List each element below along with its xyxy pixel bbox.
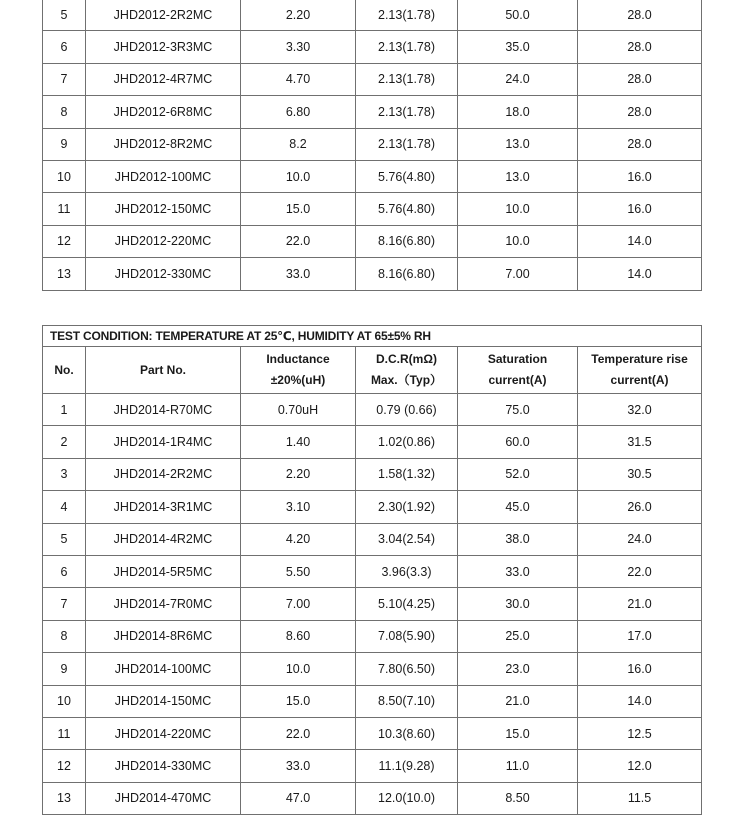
header-temperature-line2: current(A) (610, 373, 669, 387)
dcr-cell: 5.10(4.25) (356, 588, 458, 620)
part-no-cell: JHD2014-220MC (86, 717, 241, 749)
temp-rise-cell: 14.0 (578, 258, 702, 290)
no-cell: 13 (43, 258, 86, 290)
saturation-cell: 30.0 (458, 588, 578, 620)
dcr-cell: 8.50(7.10) (356, 685, 458, 717)
temp-rise-cell: 12.5 (578, 717, 702, 749)
inductance-cell: 3.30 (241, 31, 356, 63)
inductance-cell: 6.80 (241, 96, 356, 128)
table-row (43, 620, 702, 652)
table-row (43, 426, 702, 458)
no-cell: 5 (43, 0, 86, 31)
dcr-cell: 2.13(1.78) (356, 0, 458, 31)
dcr-cell: 7.08(5.90) (356, 620, 458, 652)
no-cell: 6 (43, 555, 86, 587)
saturation-cell: 52.0 (458, 458, 578, 490)
table-row (43, 491, 702, 523)
saturation-cell: 75.0 (458, 394, 578, 426)
temp-rise-cell: 28.0 (578, 31, 702, 63)
temp-rise-cell: 14.0 (578, 225, 702, 257)
table-row (43, 160, 702, 192)
part-no-cell: JHD2014-4R2MC (86, 523, 241, 555)
dcr-cell: 0.79 (0.66) (356, 394, 458, 426)
saturation-cell: 25.0 (458, 620, 578, 652)
no-cell: 12 (43, 225, 86, 257)
saturation-cell: 50.0 (458, 0, 578, 31)
part-no-cell: JHD2012-4R7MC (86, 63, 241, 95)
no-cell: 13 (43, 782, 86, 814)
saturation-cell: 33.0 (458, 555, 578, 587)
saturation-cell: 15.0 (458, 717, 578, 749)
temp-rise-cell: 16.0 (578, 653, 702, 685)
part-no-cell: JHD2014-470MC (86, 782, 241, 814)
temp-rise-cell: 16.0 (578, 160, 702, 192)
inductance-cell: 4.70 (241, 63, 356, 95)
part-no-cell: JHD2012-330MC (86, 258, 241, 290)
no-cell: 9 (43, 128, 86, 160)
saturation-cell: 35.0 (458, 31, 578, 63)
table-row (43, 0, 702, 31)
temp-rise-cell: 30.5 (578, 458, 702, 490)
saturation-cell: 60.0 (458, 426, 578, 458)
header-saturation (458, 347, 578, 394)
part-no-cell: JHD2012-150MC (86, 193, 241, 225)
header-inductance-line1: Inductance (266, 352, 330, 366)
saturation-cell: 8.50 (458, 782, 578, 814)
header-saturation-line2: current(A) (488, 373, 547, 387)
dcr-cell: 11.1(9.28) (356, 750, 458, 782)
dcr-cell: 1.02(0.86) (356, 426, 458, 458)
no-cell: 2 (43, 426, 86, 458)
inductance-cell: 47.0 (241, 782, 356, 814)
dcr-cell: 8.16(6.80) (356, 258, 458, 290)
temp-rise-cell: 28.0 (578, 128, 702, 160)
no-cell: 7 (43, 63, 86, 95)
header-part-no: Part No. (86, 347, 241, 394)
part-no-cell: JHD2014-100MC (86, 653, 241, 685)
header-dcr-line2: Max.（Typ） (370, 373, 443, 387)
dcr-cell: 10.3(8.60) (356, 717, 458, 749)
saturation-cell: 7.00 (458, 258, 578, 290)
table-row (43, 588, 702, 620)
inductance-cell: 33.0 (241, 750, 356, 782)
part-no-cell: JHD2012-220MC (86, 225, 241, 257)
part-no-cell: JHD2014-8R6MC (86, 620, 241, 652)
temp-rise-cell: 17.0 (578, 620, 702, 652)
temp-rise-cell: 22.0 (578, 555, 702, 587)
saturation-cell: 11.0 (458, 750, 578, 782)
temp-rise-cell: 14.0 (578, 685, 702, 717)
no-cell: 4 (43, 491, 86, 523)
table-row (43, 685, 702, 717)
inductance-cell: 15.0 (241, 685, 356, 717)
inductance-cell: 4.20 (241, 523, 356, 555)
part-no-cell: JHD2014-7R0MC (86, 588, 241, 620)
inductance-cell: 22.0 (241, 717, 356, 749)
inductance-cell: 7.00 (241, 588, 356, 620)
part-no-cell: JHD2014-5R5MC (86, 555, 241, 587)
spec-table-jhd2012-body (43, 0, 702, 290)
header-temperature-rise (578, 347, 702, 394)
table-row (43, 555, 702, 587)
temp-rise-cell: 12.0 (578, 750, 702, 782)
inductance-cell: 2.20 (241, 458, 356, 490)
saturation-cell: 13.0 (458, 128, 578, 160)
saturation-cell: 10.0 (458, 225, 578, 257)
part-no-cell: JHD2014-R70MC (86, 394, 241, 426)
inductance-cell: 5.50 (241, 555, 356, 587)
saturation-cell: 13.0 (458, 160, 578, 192)
dcr-cell: 8.16(6.80) (356, 225, 458, 257)
inductance-cell: 33.0 (241, 258, 356, 290)
temp-rise-cell: 11.5 (578, 782, 702, 814)
no-cell: 7 (43, 588, 86, 620)
temp-rise-cell: 24.0 (578, 523, 702, 555)
inductance-cell: 8.60 (241, 620, 356, 652)
no-cell: 5 (43, 523, 86, 555)
inductance-cell: 0.70uH (241, 394, 356, 426)
table-row (43, 128, 702, 160)
temp-rise-cell: 28.0 (578, 0, 702, 31)
saturation-cell: 10.0 (458, 193, 578, 225)
no-cell: 11 (43, 193, 86, 225)
saturation-cell: 21.0 (458, 685, 578, 717)
temp-rise-cell: 31.5 (578, 426, 702, 458)
table-row (43, 782, 702, 814)
no-cell: 11 (43, 717, 86, 749)
inductance-cell: 2.20 (241, 0, 356, 31)
inductance-cell: 8.2 (241, 128, 356, 160)
table-row (43, 31, 702, 63)
dcr-cell: 2.13(1.78) (356, 31, 458, 63)
test-condition-text: TEST CONDITION: TEMPERATURE AT 25℃, HUMIDITY AT 65±5% RH (43, 326, 702, 347)
dcr-cell: 2.13(1.78) (356, 128, 458, 160)
dcr-cell: 2.13(1.78) (356, 96, 458, 128)
inductance-cell: 15.0 (241, 193, 356, 225)
part-no-cell: JHD2012-8R2MC (86, 128, 241, 160)
no-cell: 10 (43, 685, 86, 717)
no-cell: 10 (43, 160, 86, 192)
header-inductance-line2: ±20%(uH) (270, 373, 326, 387)
table-row (43, 750, 702, 782)
spec-table-jhd2014-body (43, 394, 702, 815)
part-no-cell: JHD2014-1R4MC (86, 426, 241, 458)
temp-rise-cell: 28.0 (578, 63, 702, 95)
dcr-cell: 7.80(6.50) (356, 653, 458, 685)
part-no-cell: JHD2012-2R2MC (86, 0, 241, 31)
part-no-cell: JHD2014-3R1MC (86, 491, 241, 523)
inductance-cell: 10.0 (241, 653, 356, 685)
part-no-cell: JHD2014-150MC (86, 685, 241, 717)
table-row (43, 523, 702, 555)
spec-table-jhd2014 (42, 325, 702, 815)
part-no-cell: JHD2012-3R3MC (86, 31, 241, 63)
temp-rise-cell: 21.0 (578, 588, 702, 620)
no-cell: 12 (43, 750, 86, 782)
table-row (43, 653, 702, 685)
temp-rise-cell: 28.0 (578, 96, 702, 128)
table-row (43, 394, 702, 426)
header-dcr (356, 347, 458, 394)
temp-rise-cell: 32.0 (578, 394, 702, 426)
dcr-cell: 12.0(10.0) (356, 782, 458, 814)
no-cell: 8 (43, 620, 86, 652)
inductance-cell: 3.10 (241, 491, 356, 523)
saturation-cell: 23.0 (458, 653, 578, 685)
no-cell: 6 (43, 31, 86, 63)
inductance-cell: 1.40 (241, 426, 356, 458)
no-cell: 9 (43, 653, 86, 685)
header-temperature-line1: Temperature rise (591, 352, 688, 366)
saturation-cell: 24.0 (458, 63, 578, 95)
saturation-cell: 18.0 (458, 96, 578, 128)
header-dcr-line1: D.C.R(mΩ) (376, 352, 437, 366)
temp-rise-cell: 26.0 (578, 491, 702, 523)
table-row (43, 258, 702, 290)
table-row (43, 193, 702, 225)
part-no-cell: JHD2014-2R2MC (86, 458, 241, 490)
dcr-cell: 2.30(1.92) (356, 491, 458, 523)
table-row (43, 63, 702, 95)
header-inductance (241, 347, 356, 394)
header-saturation-line1: Saturation (487, 352, 548, 366)
dcr-cell: 1.58(1.32) (356, 458, 458, 490)
spec-table-jhd2012 (42, 0, 702, 291)
saturation-cell: 45.0 (458, 491, 578, 523)
no-cell: 1 (43, 394, 86, 426)
part-no-cell: JHD2012-6R8MC (86, 96, 241, 128)
part-no-cell: JHD2014-330MC (86, 750, 241, 782)
part-no-cell: JHD2012-100MC (86, 160, 241, 192)
no-cell: 8 (43, 96, 86, 128)
temp-rise-cell: 16.0 (578, 193, 702, 225)
no-cell: 3 (43, 458, 86, 490)
dcr-cell: 2.13(1.78) (356, 63, 458, 95)
table-row (43, 96, 702, 128)
table-row (43, 458, 702, 490)
table-row (43, 717, 702, 749)
inductance-cell: 22.0 (241, 225, 356, 257)
dcr-cell: 5.76(4.80) (356, 193, 458, 225)
dcr-cell: 5.76(4.80) (356, 160, 458, 192)
dcr-cell: 3.04(2.54) (356, 523, 458, 555)
header-row (43, 347, 702, 394)
inductance-cell: 10.0 (241, 160, 356, 192)
test-condition-row (43, 326, 702, 347)
header-no: No. (43, 347, 86, 394)
dcr-cell: 3.96(3.3) (356, 555, 458, 587)
saturation-cell: 38.0 (458, 523, 578, 555)
table-row (43, 225, 702, 257)
